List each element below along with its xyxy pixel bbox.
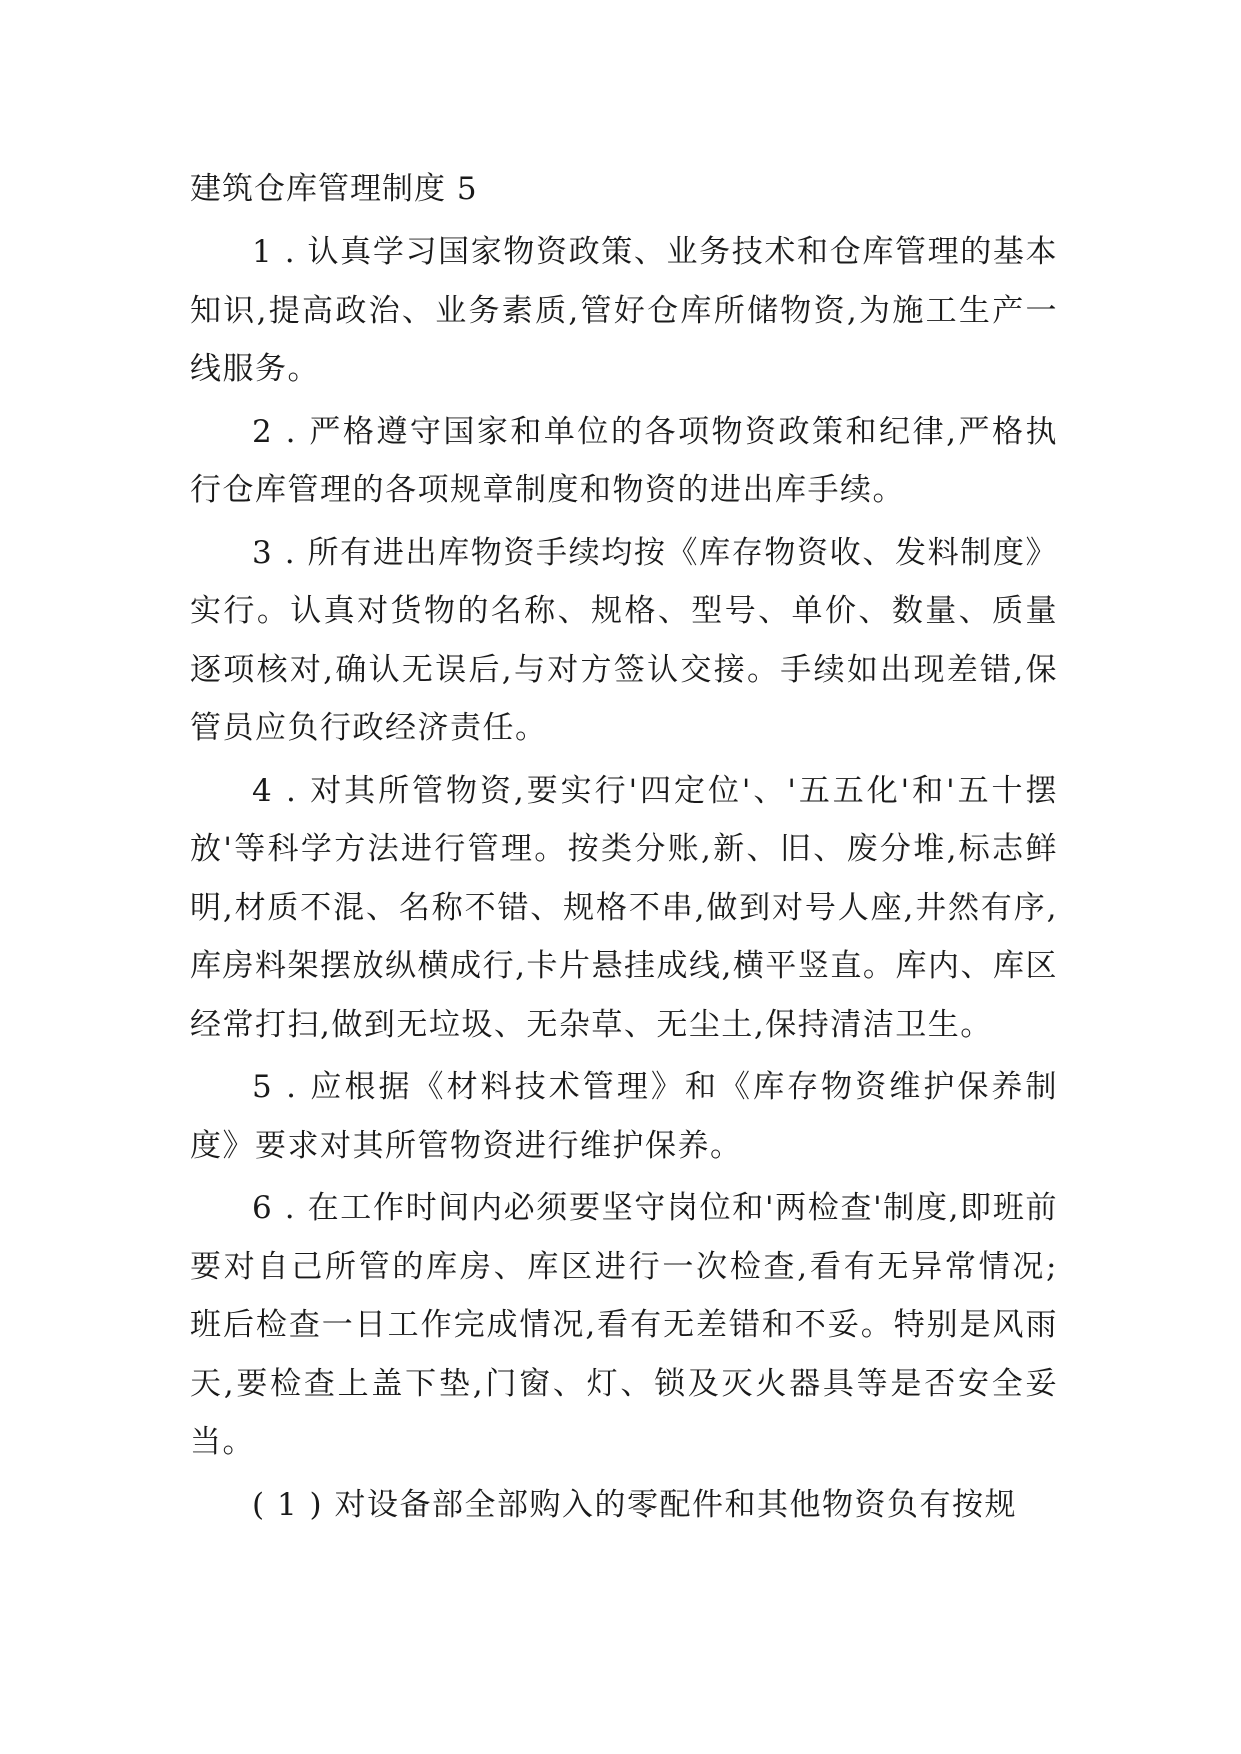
page-title: 建筑仓库管理制度 5	[190, 171, 478, 207]
paragraph-3: 3 . 所有进出库物资手续均按《库存物资收、发料制度》实行。认真对货物的名称、规格、型号、单价、数量、质量逐项核对,确认无误后,与对方签认交接。手续如出现差错,保管员应负行政经济责任。	[190, 534, 1058, 746]
paragraph-6: 6 . 在工作时间内必须要坚守岗位和'两检查'制度,即班前要对自己所管的库房、库区进行一次检查,看有无异常情况;班后检查一日工作完成情况,看有无差错和不妥。特别是风雨天,要检查上盖下垫,门窗、灯、锁及灭火器具等是否安全妥当。	[190, 1190, 1058, 1460]
paragraph-5: 5 . 应根据《材料技术管理》和《库存物资维护保养制度》要求对其所管物资进行维护保养。	[190, 1069, 1058, 1164]
paragraph-2: 2 . 严格遵守国家和单位的各项物资政策和纪律,严格执行仓库管理的各项规章制度和物资的进出库手续。	[190, 413, 1058, 508]
paragraph-4: 4 . 对其所管物资,要实行'四定位'、'五五化'和'五十摆放'等科学方法进行管理。按类分账,新、旧、废分堆,标志鲜明,材质不混、名称不错、规格不串,做到对号人座,井然有序,库房料架摆放纵横成行,卡片悬挂成线,横平竖直。库内、库区经常打扫,做到无垃圾、无杂草、无尘土,保持清洁卫生。	[190, 772, 1058, 1043]
paragraph-1: 1 . 认真学习国家物资政策、业务技术和仓库管理的基本知识,提高政治、业务素质,管好仓库所储物资,为施工生产一线服务。	[190, 234, 1058, 387]
paragraph-7: ( 1 ) 对设备部全部购入的零配件和其他物资负有按规	[252, 1486, 1017, 1523]
document-page	[190, 160, 1058, 1538]
